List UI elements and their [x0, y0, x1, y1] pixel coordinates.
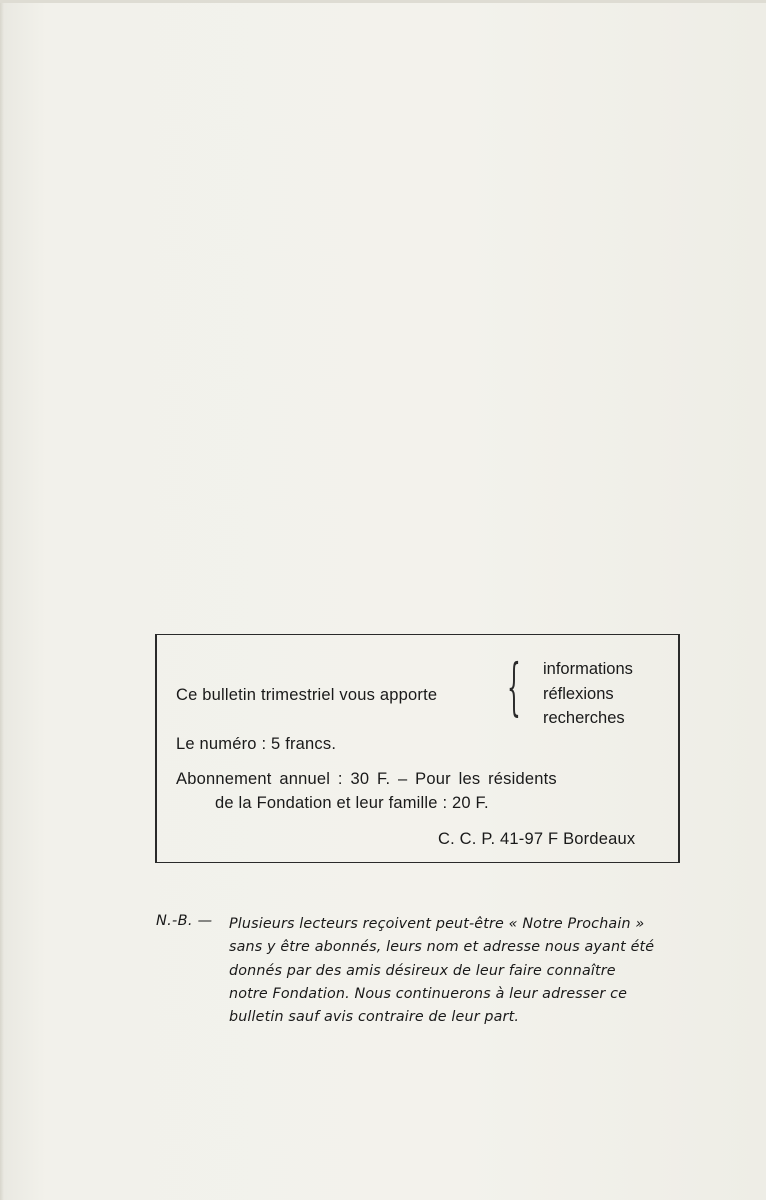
- note-line: bulletin sauf avis contraire de leur part.: [229, 1009, 520, 1026]
- annual-subscription-line-1: Abonnement annuel : 30 F. – Pour les résidents: [176, 770, 557, 788]
- topic-reflexions: réflexions: [543, 685, 614, 703]
- note-line: Plusieurs lecteurs reçoivent peut-être « Notre Prochain »: [229, 916, 645, 932]
- note-line: sans y être abonnés, leurs nom et adresse nous ayant été: [229, 939, 655, 956]
- note-line: donnés par des amis désireux de leur faire connaître: [229, 962, 616, 979]
- topic-recherches: recherches: [543, 709, 625, 727]
- annual-subscription-line-2: de la Fondation et leur famille : 20 F.: [215, 794, 489, 812]
- page-edge-shadow: [0, 0, 4, 1200]
- postal-account: C. C. P. 41-97 F Bordeaux: [438, 830, 636, 848]
- issue-price: Le numéro : 5 francs.: [176, 735, 337, 753]
- topic-informations: informations: [543, 660, 633, 678]
- note-text: [229, 913, 699, 1029]
- note-label: N.-B. —: [156, 913, 213, 929]
- bulletin-intro: Ce bulletin trimestriel vous apporte: [176, 686, 438, 704]
- page-top-edge: [0, 0, 766, 3]
- note-line: notre Fondation. Nous continuerons à leur adresser ce: [229, 985, 628, 1002]
- brace-symbol: {: [507, 650, 521, 723]
